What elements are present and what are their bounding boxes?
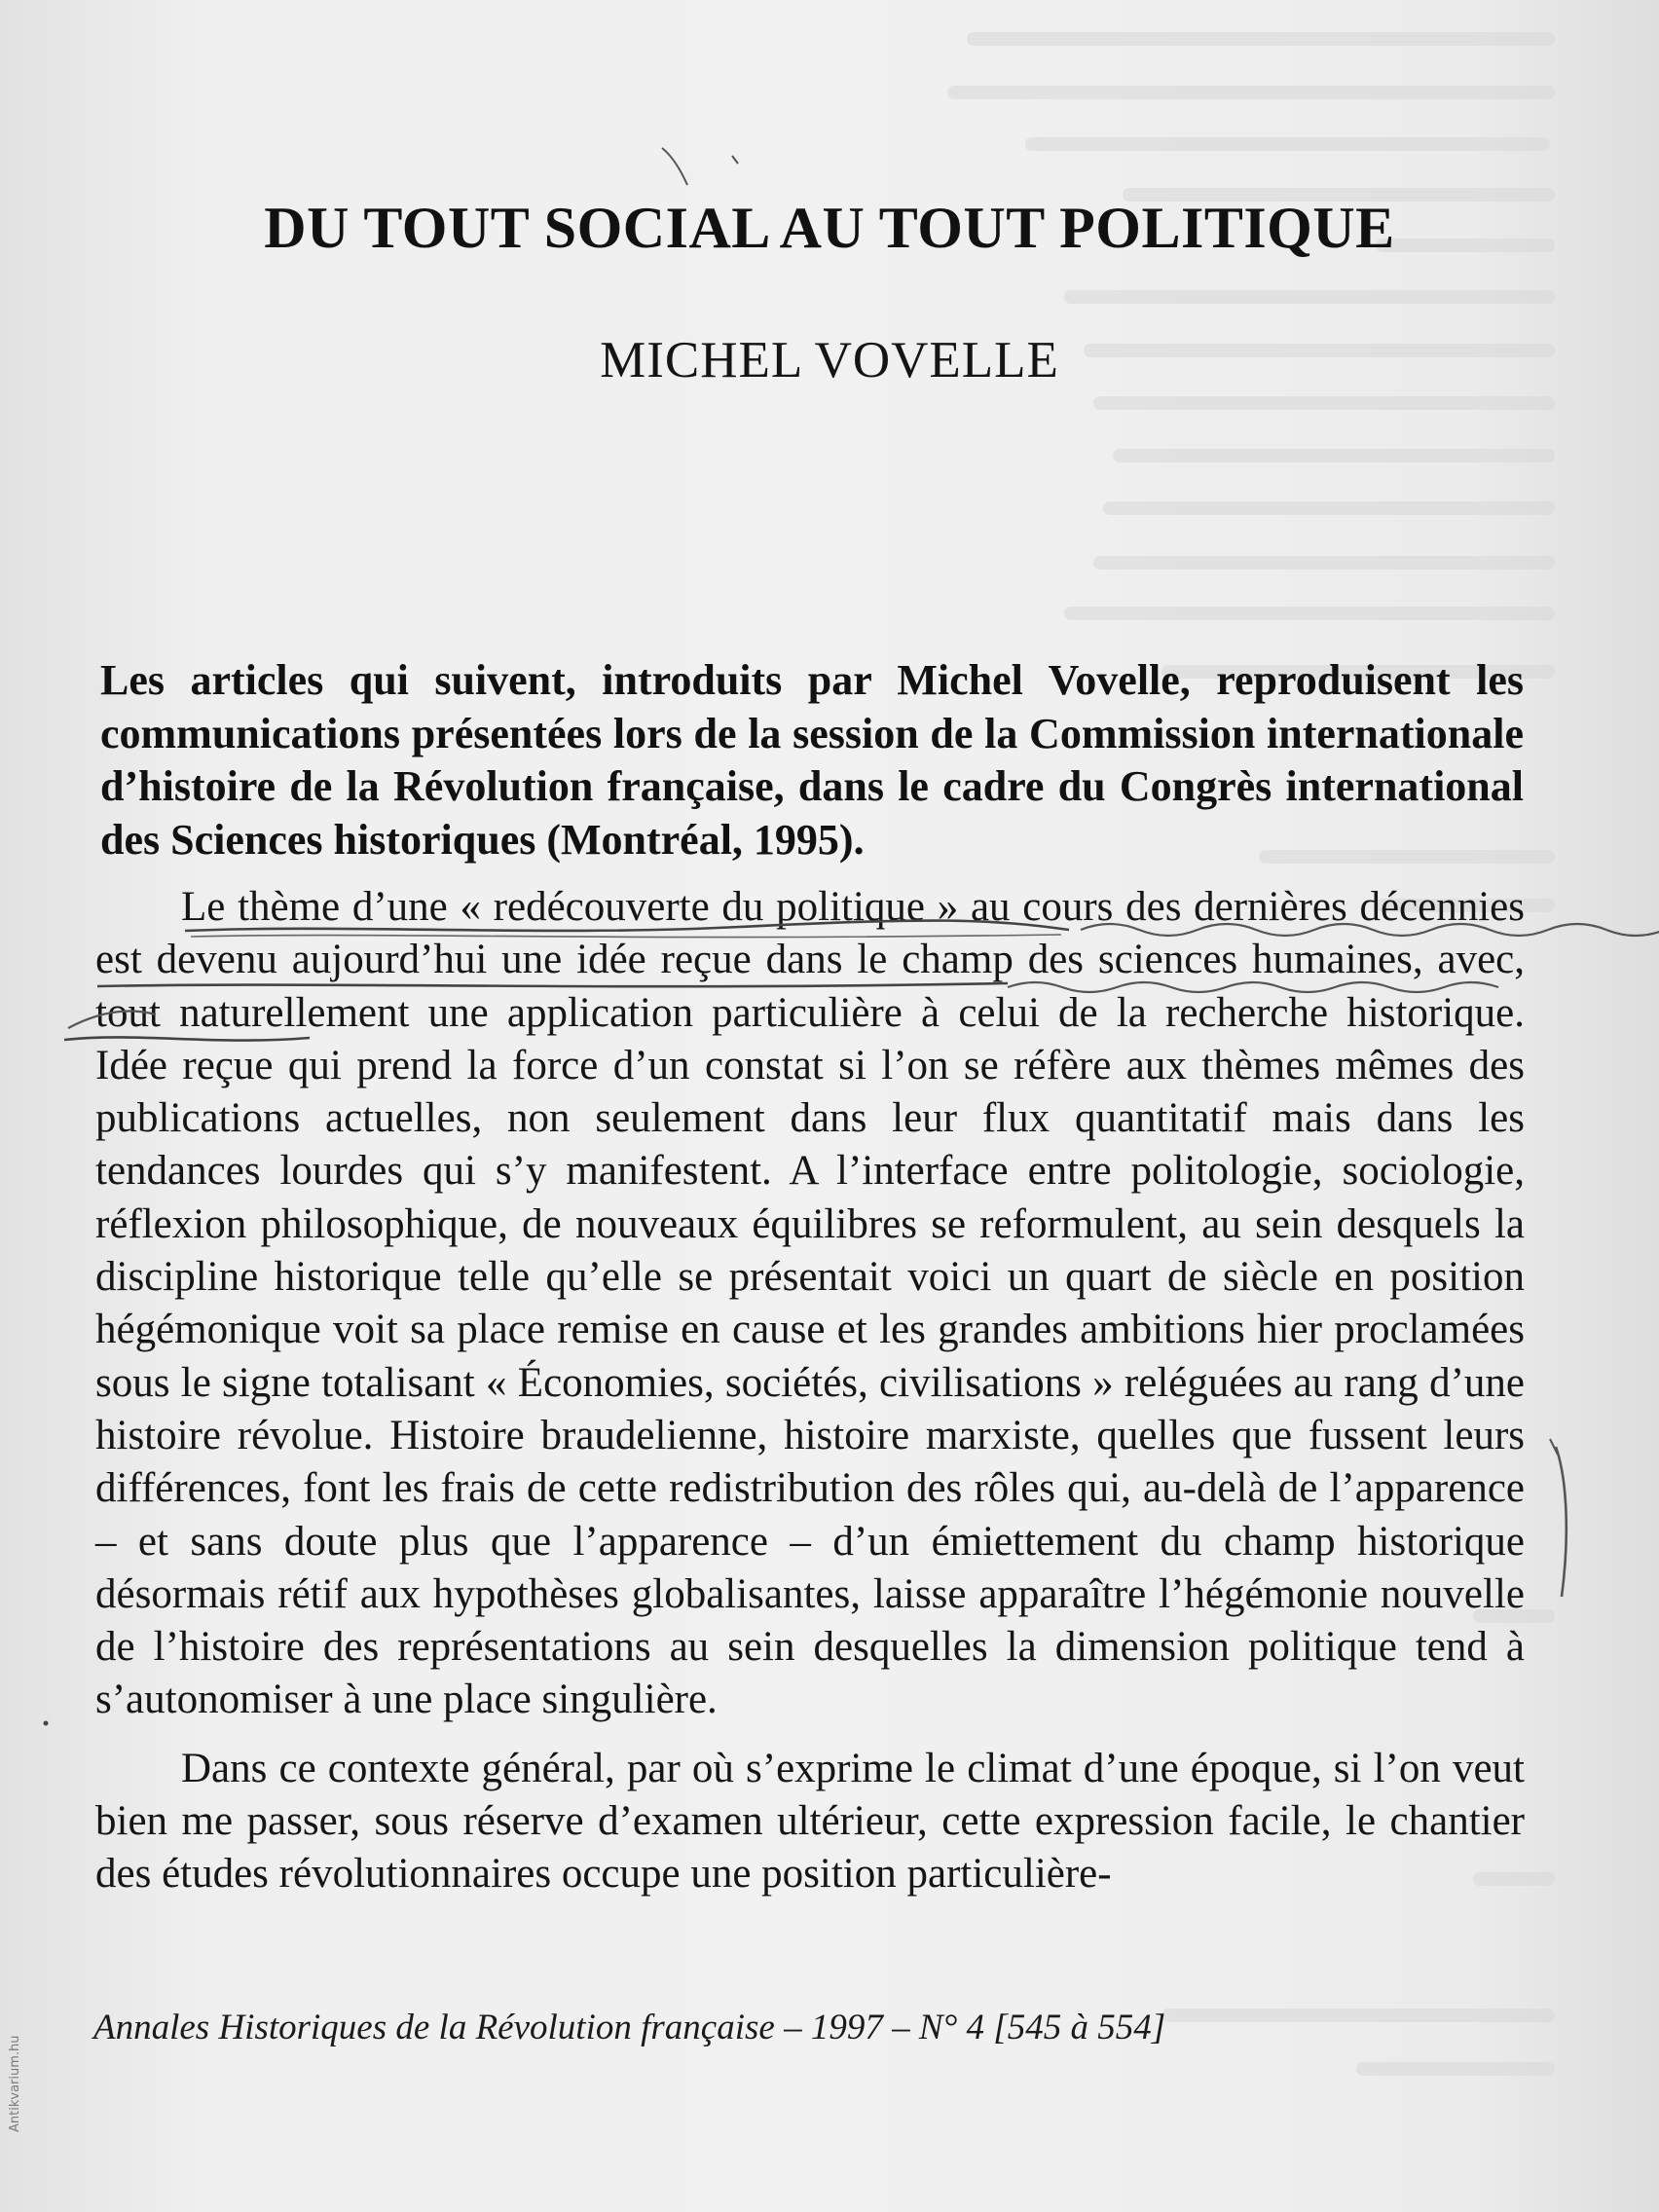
body-paragraph-1: Le thème d’une « redécouverte du politique » au cours des dernières décennies est devenu aujourd’hui une idée reçue dans le champ des sciences humaines, avec, tout naturellement une application particulière à celui de la recherche historique. Idée reçue qui prend la force d’un constat si l’on se réfère aux thèmes mêmes des publications actuelles, non seulement dans leur flux quantitatif mais dans les tendances lourdes qui s’y manifestent. A l’interface entre politologie, sociologie, réflexion philosophique, de nouveaux équilibres se reformulent, au sein desquels la discipline historique telle qu’elle se présentait voici un quart de siècle en position hégémonique voit sa place remise en cause et les grandes ambitions hier proclamées sous le signe totalisant « Économies, sociétés, civilisations » reléguées au rang d’une histoire révolue. Histoire braudelienne, histoire marxiste, quelles que fussent leurs différences, font les frais de cette redistribution des rôles qui, au-delà de l’apparence – et sans doute plus que l’apparence – d’un émiettement du champ historique désormais rétif aux hypothèses globalisantes, laisse apparaître l’hégémonie nouvelle de l’histoire des représentations au sein desquelles la dimension politique tend à s’autonomiser à une place singulière. xyxy=(95,884,1525,1723)
source-watermark: Antikvarium.hu xyxy=(8,2035,22,2132)
article-body xyxy=(95,881,1525,1901)
article-intro: Les articles qui suivent, introduits par Michel Vovelle, reproduisent les communications présentées lors de la session de la Commission internationale d’histoire de la Révolution française, dans le cadre du Congrès international des Sciences historiques (Montréal, 1995). xyxy=(100,656,1524,864)
body-paragraph-2: Dans ce contexte général, par où s’exprime le climat d’une époque, si l’on veut bien me passer, sous réserve d’examen ultérieur, cette expression facile, le chantier des études révolutionnaires occupe une position particulière- xyxy=(95,1745,1525,1898)
pencil-margin-bracket xyxy=(1556,1447,1567,1597)
underlined-phrase-2: décennies est devenu aujourd’hui une idée reçue xyxy=(95,884,1525,983)
pencil-dot xyxy=(44,1721,49,1726)
article-author: MICHEL VOVELLE xyxy=(600,332,1059,388)
pencil-margin-tick xyxy=(1550,1439,1558,1455)
pencil-mark-top-2 xyxy=(732,156,738,164)
journal-citation: Annales Historiques de la Révolution française – 1997 – N° 4 [545 à 554] xyxy=(93,2008,1166,2047)
underlined-phrase-3: humaines, xyxy=(1252,937,1423,983)
underlined-phrase-1: Le thème d’une « redécouverte du politique » xyxy=(181,884,959,930)
pencil-mark-top xyxy=(662,148,687,185)
article-title: DU TOUT SOCIAL AU TOUT POLITIQUE xyxy=(264,196,1395,260)
